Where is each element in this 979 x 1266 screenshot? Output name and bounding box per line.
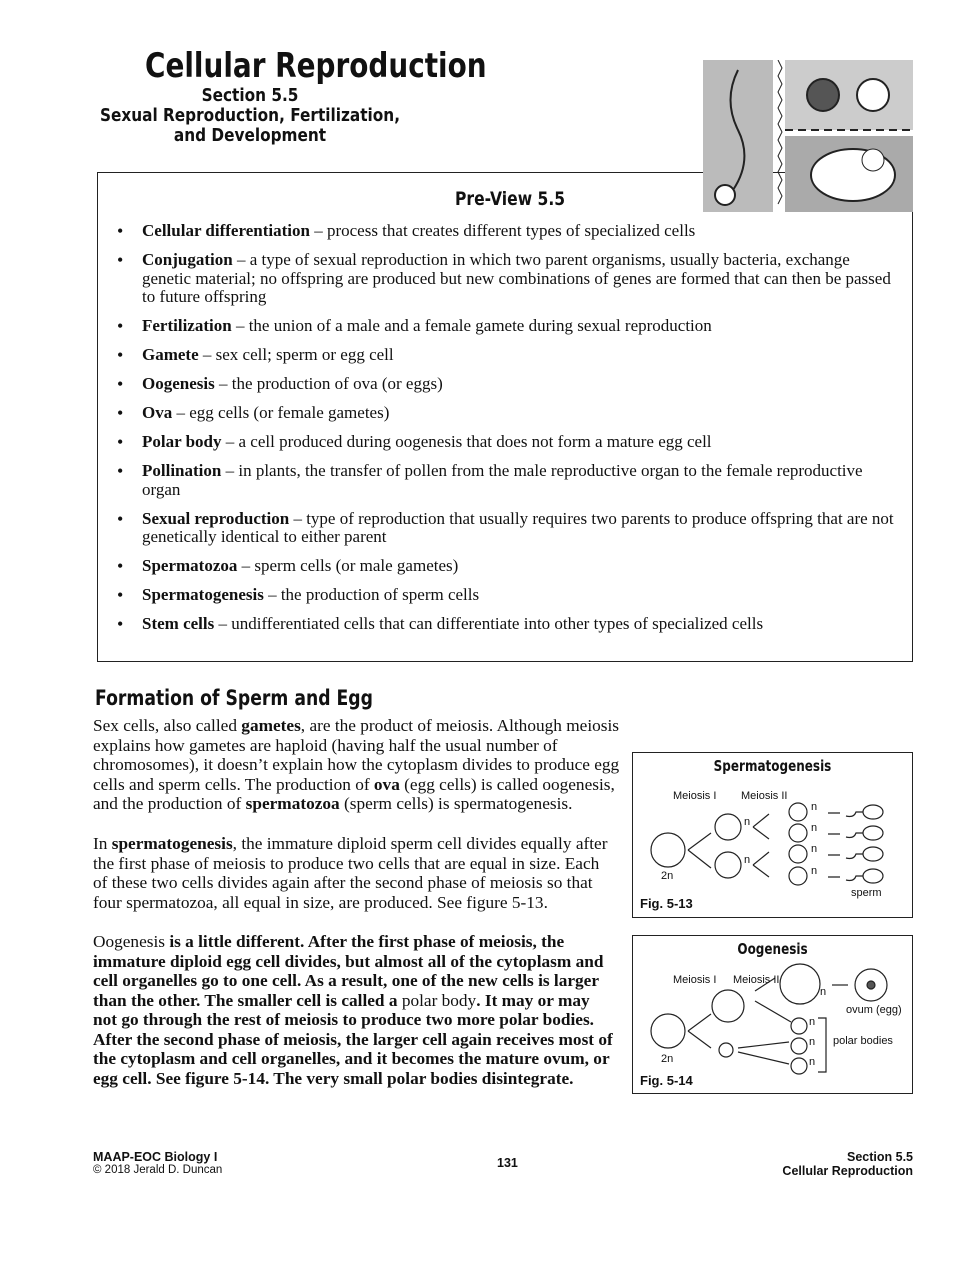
- vocabulary-item: [112, 462, 902, 499]
- bold-term: spermatozoa: [245, 794, 340, 813]
- preview-title: Pre-View 5.5: [455, 188, 566, 210]
- label-meiosis-1: Meiosis I: [673, 790, 717, 802]
- vocabulary-item: [112, 510, 902, 547]
- label-2n: 2n: [661, 1053, 674, 1065]
- text-run: Oogenesis: [93, 932, 165, 951]
- label-n: n: [809, 1016, 816, 1028]
- vocabulary-term: Oogenesis: [142, 374, 215, 393]
- vocabulary-term: Pollination: [142, 461, 222, 480]
- vocabulary-term: Sexual reproduction: [142, 508, 290, 528]
- text-run: In: [93, 834, 112, 853]
- bold-term: gametes: [241, 716, 301, 735]
- subtitle-line1: Sexual Reproduction, Fertilization,: [99, 105, 401, 126]
- vocabulary-item: [112, 375, 902, 394]
- vocabulary-definition: – type of reproduction that usually requires two parents to produce offspring that are not genetically identical to either parent: [142, 508, 894, 546]
- vocabulary-term: Polar body: [142, 432, 222, 451]
- vocabulary-term: Stem cells: [142, 614, 215, 633]
- section-heading: Formation of Sperm and Egg: [95, 686, 373, 710]
- vocabulary-item: [112, 586, 902, 605]
- footer-copyright: © 2018 Jerald D. Duncan: [93, 1164, 223, 1176]
- label-2n: 2n: [661, 870, 674, 882]
- footer-section: Section 5.5: [847, 1150, 913, 1164]
- text-run: Sex cells, also called: [93, 716, 242, 735]
- figure-spermatogenesis: [632, 752, 913, 918]
- vocabulary-definition: – the production of ova (or eggs): [214, 374, 443, 393]
- vocabulary-item: [112, 346, 902, 365]
- text-run: , are the product of meiosis. Although meiosis explains how gametes are haploid (having half the usual number of chromosomes), it doesn’t explain how the cytoplasm divides to produce egg cells and sperm cells. The production of: [93, 716, 620, 794]
- label-polar-bodies: polar bodies: [833, 1035, 893, 1047]
- vocabulary-item: [112, 404, 902, 423]
- label-n: n: [809, 1036, 816, 1048]
- vocabulary-item: [112, 317, 902, 336]
- label-meiosis-1: Meiosis I: [673, 974, 717, 986]
- label-n: n: [811, 865, 818, 877]
- vocabulary-list: [112, 222, 902, 644]
- vocabulary-item: [112, 433, 902, 452]
- bold-term: spermatogenesis: [111, 834, 233, 853]
- vocabulary-term: Fertilization: [142, 316, 232, 335]
- label-n: n: [809, 1056, 816, 1068]
- vocabulary-definition: – a cell produced during oogenesis that does not form a mature egg cell: [221, 432, 712, 451]
- vocabulary-item: [112, 251, 902, 307]
- subtitle-line2: and Development: [173, 125, 327, 146]
- bold-term: is a little different. After the first phase of meiosis, the immature diploid egg cell divides, but almost all of the cytoplasm and cell organelles go to one cell. As a result, one of the new cells is larger than the other. The smaller cell is called a: [93, 932, 604, 1010]
- bold-term: ova: [373, 774, 400, 794]
- footer-book: MAAP-EOC Biology I: [93, 1150, 218, 1164]
- vocabulary-definition: – undifferentiated cells that can differentiate into other types of specialized cells: [214, 614, 764, 633]
- figure-caption: Fig. 5-14: [640, 1073, 693, 1088]
- label-sperm: sperm: [851, 887, 882, 899]
- vocabulary-term: Conjugation: [142, 250, 233, 269]
- figure-caption: Fig. 5-13: [640, 896, 693, 911]
- vocabulary-item: [112, 615, 902, 634]
- text-run: (egg cells) is called oogenesis, and the production of: [93, 774, 615, 813]
- figure-title: Oogenesis: [737, 940, 808, 958]
- text-run: , the immature diploid sperm cell divides equally after the first phase of meiosis to produce two cells that are equal in size. Each of these two cells divides again after the second phase of meiosis so that four spermatozoa, all equal in size, are produced. See figure 5-13.: [93, 834, 608, 912]
- vocabulary-term: Spermatogenesis: [142, 585, 264, 604]
- page-title: Cellular Reproduction: [145, 46, 487, 86]
- vocabulary-definition: – process that creates different types of specialized cells: [309, 221, 696, 240]
- figure-title: Spermatogenesis: [713, 757, 832, 775]
- vocabulary-definition: – in plants, the transfer of pollen from the male reproductive organ to the female reproductive organ: [142, 461, 863, 499]
- vocabulary-term: Gamete: [142, 345, 199, 364]
- page-number: 131: [497, 1156, 518, 1170]
- reproduction-illustration: [703, 60, 913, 212]
- vocabulary-definition: – egg cells (or female gametes): [172, 403, 390, 422]
- figure-oogenesis: [632, 935, 913, 1094]
- vocabulary-term: Cellular differentiation: [142, 221, 310, 240]
- vocabulary-definition: – the production of sperm cells: [263, 585, 480, 604]
- label-n: n: [744, 816, 751, 828]
- section-number: Section 5.5: [201, 85, 299, 106]
- paragraph-oogenesis: [93, 932, 613, 1088]
- vocabulary-item: [112, 557, 902, 576]
- label-meiosis-2: Meiosis II: [733, 974, 780, 986]
- label-meiosis-2: Meiosis II: [741, 790, 788, 802]
- vocabulary-definition: – a type of sexual reproduction in which two parent organisms, usually bacteria, exchange genetic material; no offspring are produced but new combinations of genes are formed that can then be passed to future offspring: [142, 250, 891, 306]
- bold-term: . It may or may not go through the rest of meiosis to produce two more polar bodies. After the second phase of meiosis, the larger cell again receives most of the cytoplasm and cell organelles, and it becomes the mature ovum, or egg cell. See figure 5-14. The very small polar bodies disintegrate.: [93, 990, 613, 1088]
- label-n: n: [811, 801, 818, 813]
- vocabulary-item: [112, 222, 902, 241]
- paragraph-spermatogenesis: [93, 834, 613, 912]
- vocabulary-term: Ova: [142, 403, 173, 422]
- label-ovum: ovum (egg): [846, 1004, 902, 1016]
- text-run: polar body: [401, 990, 477, 1010]
- vocabulary-term: Spermatozoa: [142, 556, 238, 575]
- vocabulary-definition: – the union of a male and a female gamete during sexual reproduction: [231, 316, 712, 335]
- label-n: n: [811, 822, 818, 834]
- text-run: (sperm cells) is spermatogenesis.: [339, 794, 573, 813]
- vocabulary-definition: – sperm cells (or male gametes): [237, 556, 459, 575]
- label-n: n: [811, 843, 818, 855]
- footer-chapter: Cellular Reproduction: [782, 1164, 913, 1178]
- vocabulary-definition: – sex cell; sperm or egg cell: [198, 345, 394, 364]
- label-n: n: [820, 986, 827, 998]
- label-n: n: [744, 854, 751, 866]
